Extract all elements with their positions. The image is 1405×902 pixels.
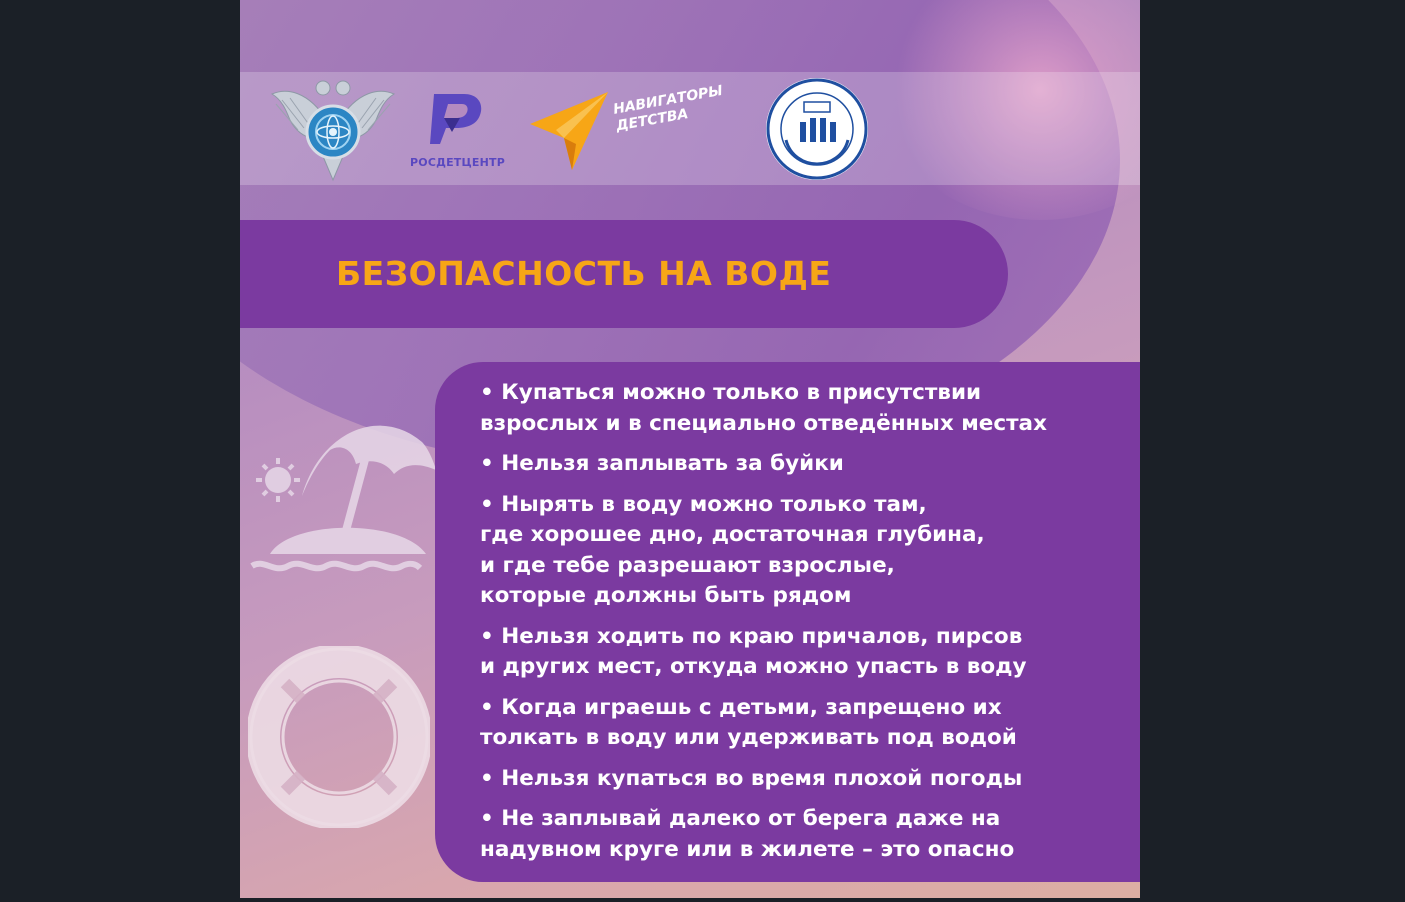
rule-item: • Нельзя заплывать за буйки [480, 451, 844, 476]
lifebuoy-icon [248, 646, 430, 828]
rule-item: • Не заплывай далеко от берега даже на надувном круге или в жилете – это опасно [480, 806, 1015, 862]
rule-item: • Нырять в воду можно только там, где хорошее дно, достаточная глубина, и где тебе разрешают взрослые, которые должны быть рядом [480, 491, 985, 608]
gbu-dpo-seal-icon [764, 76, 870, 182]
rule-item: • Купаться можно только в присутствии взрослых и в специально отведённых местах [480, 380, 1047, 436]
rosdetcenter-logo [408, 88, 518, 172]
title-banner [240, 220, 1008, 328]
rules-card [435, 362, 1140, 882]
page-title: БЕЗОПАСНОСТЬ НА ВОДЕ [336, 254, 832, 293]
navigators-logo [528, 82, 728, 174]
ministry-eagle-emblem-icon [268, 70, 398, 186]
navigators-label: НАВИГАТОРЫ ДЕТСТВА [612, 82, 725, 135]
rule-item: • Нельзя ходить по краю причалов, пирсов и других мест, откуда можно упасть в воду [480, 623, 1027, 679]
rosdetcenter-label: РОСДЕТЦЕНТР [410, 156, 505, 169]
beach-umbrella-island-icon [250, 410, 440, 580]
rule-item: • Когда играешь с детьми, запрещено их толкать в воду или удерживать под водой [480, 694, 1017, 750]
safety-poster [240, 0, 1140, 898]
rules-list [435, 362, 1140, 865]
rule-item: • Нельзя купаться во время плохой погоды [480, 765, 1023, 791]
